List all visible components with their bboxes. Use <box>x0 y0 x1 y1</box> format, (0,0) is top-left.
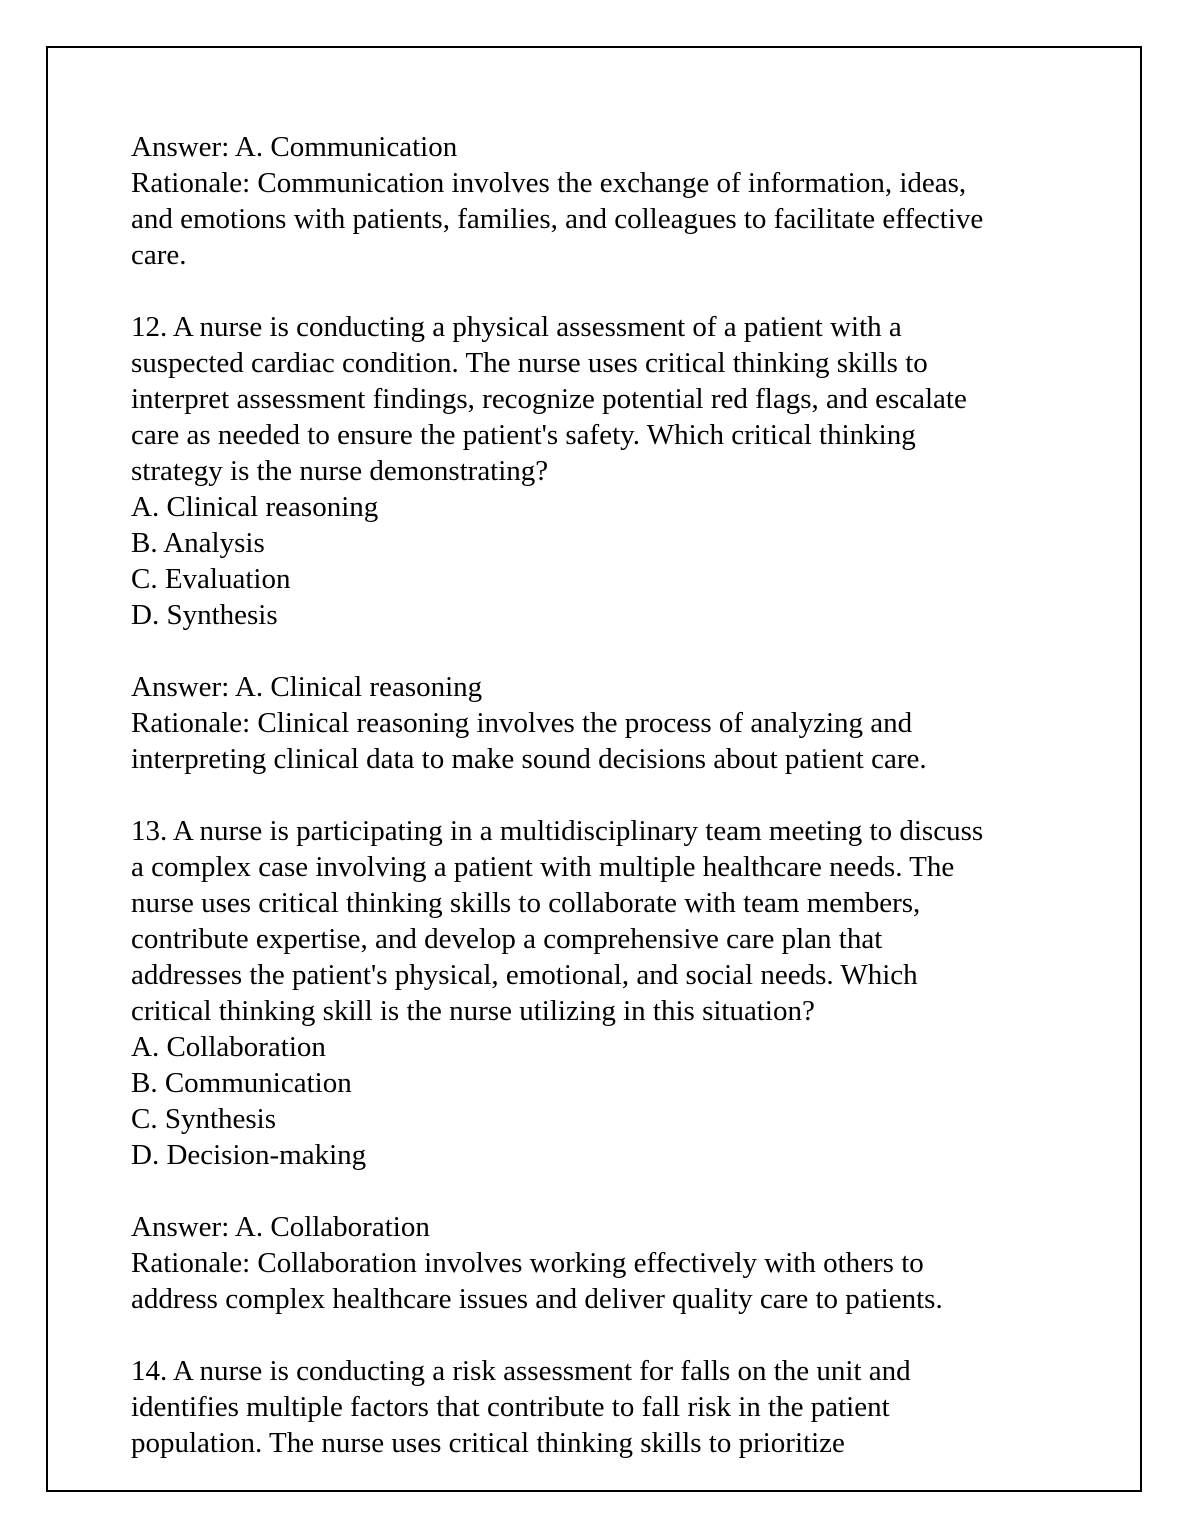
question-line: contribute expertise, and develop a comprehensive care plan that <box>131 923 883 955</box>
option-d: D. Decision-making <box>131 1139 367 1171</box>
question-line: strategy is the nurse demonstrating? <box>131 455 549 487</box>
question-line: population. The nurse uses critical thinking skills to prioritize <box>131 1427 845 1459</box>
document-body <box>131 129 1131 1461</box>
rationale-line: Rationale: Collaboration involves working effectively with others to <box>131 1247 924 1279</box>
rationale-line: Rationale: Clinical reasoning involves the process of analyzing and <box>131 707 913 739</box>
answer-text: Answer: A. Communication <box>131 131 458 163</box>
answer-text: Answer: A. Collaboration <box>131 1211 430 1243</box>
option-a: A. Collaboration <box>131 1031 326 1063</box>
question-block-14 <box>131 1353 1131 1461</box>
question-line: 13. A nurse is participating in a multidisciplinary team meeting to discuss <box>131 815 984 847</box>
rationale-line: Rationale: Communication involves the exchange of information, ideas, <box>131 167 967 199</box>
option-b: B. Analysis <box>131 527 265 559</box>
rationale-line: and emotions with patients, families, and colleagues to facilitate effective <box>131 203 984 235</box>
question-line: identifies multiple factors that contribute to fall risk in the patient <box>131 1391 890 1423</box>
answer-block-13 <box>131 1209 1131 1317</box>
question-line: suspected cardiac condition. The nurse uses critical thinking skills to <box>131 347 928 379</box>
rationale-line: care. <box>131 239 187 271</box>
question-line: addresses the patient's physical, emotional, and social needs. Which <box>131 959 918 991</box>
rationale-line: interpreting clinical data to make sound decisions about patient care. <box>131 743 927 775</box>
option-a: A. Clinical reasoning <box>131 491 379 523</box>
question-line: critical thinking skill is the nurse utilizing in this situation? <box>131 995 815 1027</box>
question-line: interpret assessment findings, recognize potential red flags, and escalate <box>131 383 967 415</box>
question-line: care as needed to ensure the patient's safety. Which critical thinking <box>131 419 916 451</box>
option-c: C. Synthesis <box>131 1103 277 1135</box>
question-block-12 <box>131 309 1131 633</box>
answer-block-11 <box>131 129 1131 273</box>
option-b: B. Communication <box>131 1067 352 1099</box>
rationale-line: address complex healthcare issues and deliver quality care to patients. <box>131 1283 943 1315</box>
question-block-13 <box>131 813 1131 1173</box>
option-c: C. Evaluation <box>131 563 291 595</box>
question-line: nurse uses critical thinking skills to collaborate with team members, <box>131 887 921 919</box>
question-line: 12. A nurse is conducting a physical assessment of a patient with a <box>131 311 902 343</box>
option-d: D. Synthesis <box>131 599 278 631</box>
question-line: a complex case involving a patient with multiple healthcare needs. The <box>131 851 955 883</box>
question-line: 14. A nurse is conducting a risk assessment for falls on the unit and <box>131 1355 911 1387</box>
answer-block-12 <box>131 669 1131 777</box>
answer-text: Answer: A. Clinical reasoning <box>131 671 483 703</box>
